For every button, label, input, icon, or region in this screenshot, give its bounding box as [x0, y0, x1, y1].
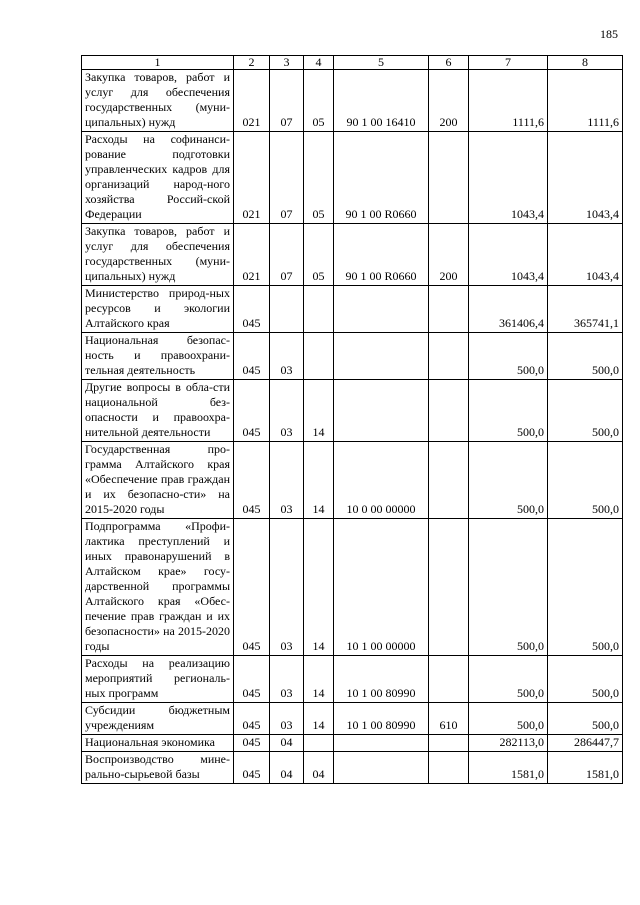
row-subsection: 14: [304, 380, 334, 442]
header-col-4: 4: [304, 56, 334, 70]
header-col-2: 2: [234, 56, 270, 70]
row-amount-col7: 500,0: [469, 703, 548, 735]
row-amount-col7: 1043,4: [469, 224, 548, 286]
table-row: [82, 224, 623, 286]
row-target-article: 10 0 00 00000: [334, 442, 429, 519]
row-expense-type: [429, 752, 469, 784]
row-section: 03: [270, 656, 304, 703]
row-expense-type: [429, 286, 469, 333]
header-col-8: 8: [548, 56, 623, 70]
row-amount-col8: 500,0: [548, 333, 623, 380]
row-amount-col7: 361406,4: [469, 286, 548, 333]
header-col-6: 6: [429, 56, 469, 70]
row-ministry-code: 045: [234, 333, 270, 380]
row-section: 07: [270, 70, 304, 132]
row-target-article: [334, 333, 429, 380]
row-amount-col8: 500,0: [548, 442, 623, 519]
row-ministry-code: 021: [234, 132, 270, 224]
row-amount-col8: 500,0: [548, 656, 623, 703]
row-expense-type: 610: [429, 703, 469, 735]
row-ministry-code: 045: [234, 519, 270, 656]
row-ministry-code: 045: [234, 752, 270, 784]
row-amount-col7: 500,0: [469, 380, 548, 442]
row-section: 03: [270, 333, 304, 380]
row-name: Субсидии бюджетным учреждениям: [82, 703, 234, 735]
page-number: 185: [600, 27, 618, 41]
row-target-article: [334, 286, 429, 333]
row-expense-type: [429, 333, 469, 380]
row-expense-type: [429, 380, 469, 442]
row-ministry-code: 021: [234, 70, 270, 132]
row-expense-type: 200: [429, 70, 469, 132]
row-amount-col7: 500,0: [469, 333, 548, 380]
row-subsection: 05: [304, 224, 334, 286]
header-col-1: 1: [82, 56, 234, 70]
row-target-article: [334, 752, 429, 784]
row-amount-col8: 1043,4: [548, 224, 623, 286]
row-amount-col8: 365741,1: [548, 286, 623, 333]
table-row: [82, 333, 623, 380]
row-name: Расходы на софинанси-рование подготовки управленческих кадров для организаций народ-ного хозяйства Россий-ской Федерации: [82, 132, 234, 224]
row-expense-type: [429, 442, 469, 519]
row-amount-col8: 500,0: [548, 703, 623, 735]
row-name: Закупка товаров, работ и услуг для обеспечения государственных (муни-ципальных) нужд: [82, 70, 234, 132]
table-row: [82, 519, 623, 656]
row-expense-type: [429, 656, 469, 703]
row-subsection: [304, 286, 334, 333]
row-amount-col8: 286447,7: [548, 735, 623, 752]
table-row: [82, 703, 623, 735]
table-row: [82, 735, 623, 752]
row-amount-col8: 500,0: [548, 519, 623, 656]
row-subsection: [304, 735, 334, 752]
row-section: 03: [270, 519, 304, 656]
row-subsection: 14: [304, 519, 334, 656]
row-target-article: 10 1 00 00000: [334, 519, 429, 656]
table-row: [82, 70, 623, 132]
header-col-7: 7: [469, 56, 548, 70]
row-amount-col7: 500,0: [469, 519, 548, 656]
row-target-article: 10 1 00 80990: [334, 703, 429, 735]
header-col-3: 3: [270, 56, 304, 70]
row-ministry-code: 045: [234, 286, 270, 333]
row-name: Национальная безопас-ность и правоохрани-тельная деятельность: [82, 333, 234, 380]
row-amount-col7: 1581,0: [469, 752, 548, 784]
row-section: 03: [270, 703, 304, 735]
row-ministry-code: 045: [234, 656, 270, 703]
table-row: [82, 656, 623, 703]
row-name: Министерство природ-ных ресурсов и экологии Алтайского края: [82, 286, 234, 333]
row-section: 07: [270, 224, 304, 286]
row-target-article: 90 1 00 16410: [334, 70, 429, 132]
row-section: 07: [270, 132, 304, 224]
row-amount-col8: 500,0: [548, 380, 623, 442]
row-section: 03: [270, 380, 304, 442]
row-subsection: 05: [304, 70, 334, 132]
row-subsection: 05: [304, 132, 334, 224]
row-section: 03: [270, 442, 304, 519]
row-subsection: 14: [304, 442, 334, 519]
row-expense-type: [429, 735, 469, 752]
row-target-article: 90 1 00 R0660: [334, 224, 429, 286]
row-subsection: 14: [304, 703, 334, 735]
row-amount-col7: 500,0: [469, 442, 548, 519]
header-row: [82, 56, 623, 70]
row-section: 04: [270, 735, 304, 752]
row-expense-type: [429, 132, 469, 224]
table-row: [82, 442, 623, 519]
row-name: Другие вопросы в обла-сти национальной без-опасности и правоохра-нительной деятельности: [82, 380, 234, 442]
budget-table: [81, 55, 623, 784]
row-section: [270, 286, 304, 333]
row-amount-col7: 1111,6: [469, 70, 548, 132]
row-amount-col8: 1581,0: [548, 752, 623, 784]
row-ministry-code: 045: [234, 703, 270, 735]
row-amount-col7: 500,0: [469, 656, 548, 703]
row-ministry-code: 045: [234, 442, 270, 519]
row-subsection: 04: [304, 752, 334, 784]
row-target-article: [334, 380, 429, 442]
table-row: [82, 132, 623, 224]
table-row: [82, 752, 623, 784]
row-target-article: 90 1 00 R0660: [334, 132, 429, 224]
row-target-article: 10 1 00 80990: [334, 656, 429, 703]
row-section: 04: [270, 752, 304, 784]
row-subsection: 14: [304, 656, 334, 703]
row-amount-col7: 282113,0: [469, 735, 548, 752]
row-expense-type: 200: [429, 224, 469, 286]
row-amount-col7: 1043,4: [469, 132, 548, 224]
row-subsection: [304, 333, 334, 380]
row-name: Расходы на реализацию мероприятий региональ-ных программ: [82, 656, 234, 703]
row-target-article: [334, 735, 429, 752]
row-amount-col8: 1111,6: [548, 70, 623, 132]
row-ministry-code: 045: [234, 380, 270, 442]
row-name: Подпрограмма «Профи-лактика преступлений и иных правонарушений в Алтайском крае» госу-дарственной программы Алтайского края «Обес-печение прав граждан и их безопасности» на 2015-2020 годы: [82, 519, 234, 656]
table-row: [82, 380, 623, 442]
row-ministry-code: 021: [234, 224, 270, 286]
header-col-5: 5: [334, 56, 429, 70]
row-expense-type: [429, 519, 469, 656]
row-ministry-code: 045: [234, 735, 270, 752]
row-amount-col8: 1043,4: [548, 132, 623, 224]
row-name: Закупка товаров, работ и услуг для обеспечения государственных (муни-ципальных) нужд: [82, 224, 234, 286]
row-name: Национальная экономика: [82, 735, 234, 752]
row-name: Государственная про-грамма Алтайского края «Обеспечение прав граждан и их безопасно-сти» на 2015-2020 годы: [82, 442, 234, 519]
table-row: [82, 286, 623, 333]
row-name: Воспроизводство мине-рально-сырьевой базы: [82, 752, 234, 784]
